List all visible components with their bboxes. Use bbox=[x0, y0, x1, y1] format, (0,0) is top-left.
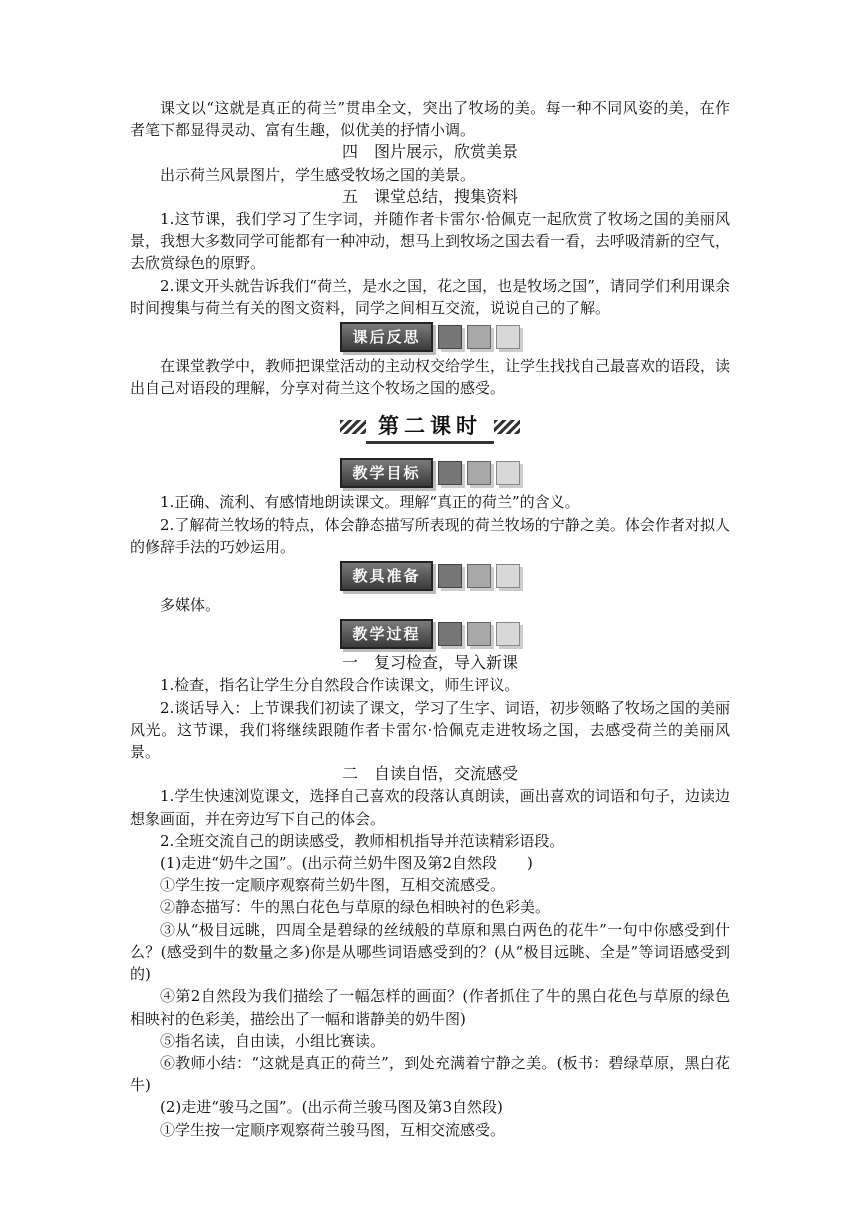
banner-reflection bbox=[130, 319, 730, 355]
paragraph: 课文以“这就是真正的荷兰”贯串全文，突出了牧场的美。每一种不同风姿的美，在作者笔下都显得灵动、富有生趣，似优美的抒情小调。 bbox=[130, 99, 730, 140]
lesson-title: 第二课时 bbox=[366, 411, 494, 444]
paragraph: 2.全班交流自己的朗读感受，教师相机指导并范读精彩语段。 bbox=[160, 831, 565, 850]
paragraph: 1.学生快速浏览课文，选择自己喜欢的段落认真朗读，画出喜欢的词语和句子，边读边想象画面，并在旁边写下自己的体会。 bbox=[130, 787, 730, 828]
paragraph: 多媒体。 bbox=[160, 596, 221, 615]
banner-square-icon bbox=[496, 564, 520, 588]
paragraph: 1.这节课，我们学习了生字词，并随作者卡雷尔·恰佩克一起欣赏了牧场之国的美丽风景，我想大多数同学可能都有一种冲动，想马上到牧场之国去看一看，去呼吸清新的空气，去欣赏绿色的原野。 bbox=[130, 210, 731, 273]
banner-square-icon bbox=[438, 622, 462, 646]
paragraph: 2.了解荷兰牧场的特点，体会静态描写所表现的荷兰牧场的宁静之美。体会作者对拟人的修辞手法的巧妙运用。 bbox=[130, 515, 730, 556]
list-item: ①学生按一定顺序观察荷兰奶牛图，互相交流感受。 bbox=[160, 876, 506, 895]
stripe-decoration-icon bbox=[494, 420, 520, 434]
paragraph: 出示荷兰风景图片，学生感受牧场之国的美景。 bbox=[160, 165, 476, 184]
banner-tools bbox=[130, 558, 730, 594]
banner-square-icon bbox=[496, 325, 520, 349]
banner-square-icon bbox=[438, 325, 462, 349]
banner-square-icon bbox=[438, 461, 462, 485]
stripe-decoration-icon bbox=[340, 420, 366, 434]
paragraph: 在课堂教学中，教师把课堂活动的主动权交给学生，让学生找找自己最喜欢的语段，读出自己对语段的理解，分享对荷兰这个牧场之国的感受。 bbox=[130, 357, 731, 398]
banner-square-icon bbox=[467, 564, 491, 588]
banner-square-icon bbox=[438, 564, 462, 588]
page-content bbox=[130, 97, 730, 1141]
list-item: ①学生按一定顺序观察荷兰骏马图，互相交流感受。 bbox=[160, 1120, 506, 1139]
list-item: (2)走进“骏马之国”。(出示荷兰骏马图及第3自然段) bbox=[160, 1098, 503, 1117]
paragraph: 1.检查，指名让学生分自然段合作读课文，师生评议。 bbox=[160, 676, 520, 695]
banner-goals bbox=[130, 455, 730, 491]
banner-label: 教学过程 bbox=[340, 619, 432, 649]
paragraph: 1.正确、流利、有感情地朗读课文。理解“真正的荷兰”的含义。 bbox=[160, 493, 580, 512]
list-item: ④第2自然段为我们描绘了一幅怎样的画面？(作者抓住了牛的黑白花色与草原的绿色相映衬的色彩美，描绘出了一幅和谐静美的奶牛图) bbox=[130, 987, 730, 1028]
banner-process bbox=[130, 616, 730, 652]
banner-label: 课后反思 bbox=[340, 322, 432, 352]
banner-square-icon bbox=[467, 325, 491, 349]
list-item: (1)走进“奶牛之国”。(出示荷兰奶牛图及第2自然段 ) bbox=[160, 854, 533, 873]
banner-label: 教学目标 bbox=[340, 458, 432, 488]
section-heading: 四 图片展示，欣赏美景 bbox=[341, 142, 518, 162]
paragraph: 2.课文开头就告诉我们“荷兰，是水之国，花之国，也是牧场之国”，请同学们利用课余时间搜集与荷兰有关的图文资料，同学之间相互交流，说说自己的了解。 bbox=[130, 276, 730, 317]
banner-square-icon bbox=[467, 461, 491, 485]
list-item: ⑥教师小结：“这就是真正的荷兰”，到处充满着宁静之美。(板书：碧绿草原，黑白花牛) bbox=[130, 1053, 730, 1095]
section-heading: 五 课堂总结，搜集资料 bbox=[341, 186, 518, 206]
banner-square-icon bbox=[496, 461, 520, 485]
list-item: ③从“极目远眺，四周全是碧绿的丝绒般的草原和黑白两色的花牛”一句中你感受到什么？(感受到牛的数量之多)你是从哪些词语感受到的？(从“极目远眺、全是”等词语感受到的) bbox=[130, 920, 730, 984]
section-heading: 一 复习检查，导入新课 bbox=[341, 653, 518, 673]
list-item: ⑤指名读，自由读，小组比赛读。 bbox=[160, 1031, 386, 1050]
lesson-heading bbox=[130, 399, 730, 455]
banner-label: 教具准备 bbox=[340, 561, 432, 591]
banner-square-icon bbox=[467, 622, 491, 646]
banner-square-icon bbox=[496, 622, 520, 646]
section-heading: 二 自读自悟，交流感受 bbox=[341, 764, 518, 784]
list-item: ②静态描写：牛的黑白花色与草原的绿色相映衬的色彩美。 bbox=[160, 898, 551, 917]
paragraph: 2.谈话导入：上节课我们初读了课文，学习了生字、词语，初步领略了牧场之国的美丽风光。这节课，我们将继续跟随作者卡雷尔·恰佩克走进牧场之国，去感受荷兰的美丽风景。 bbox=[130, 698, 730, 762]
